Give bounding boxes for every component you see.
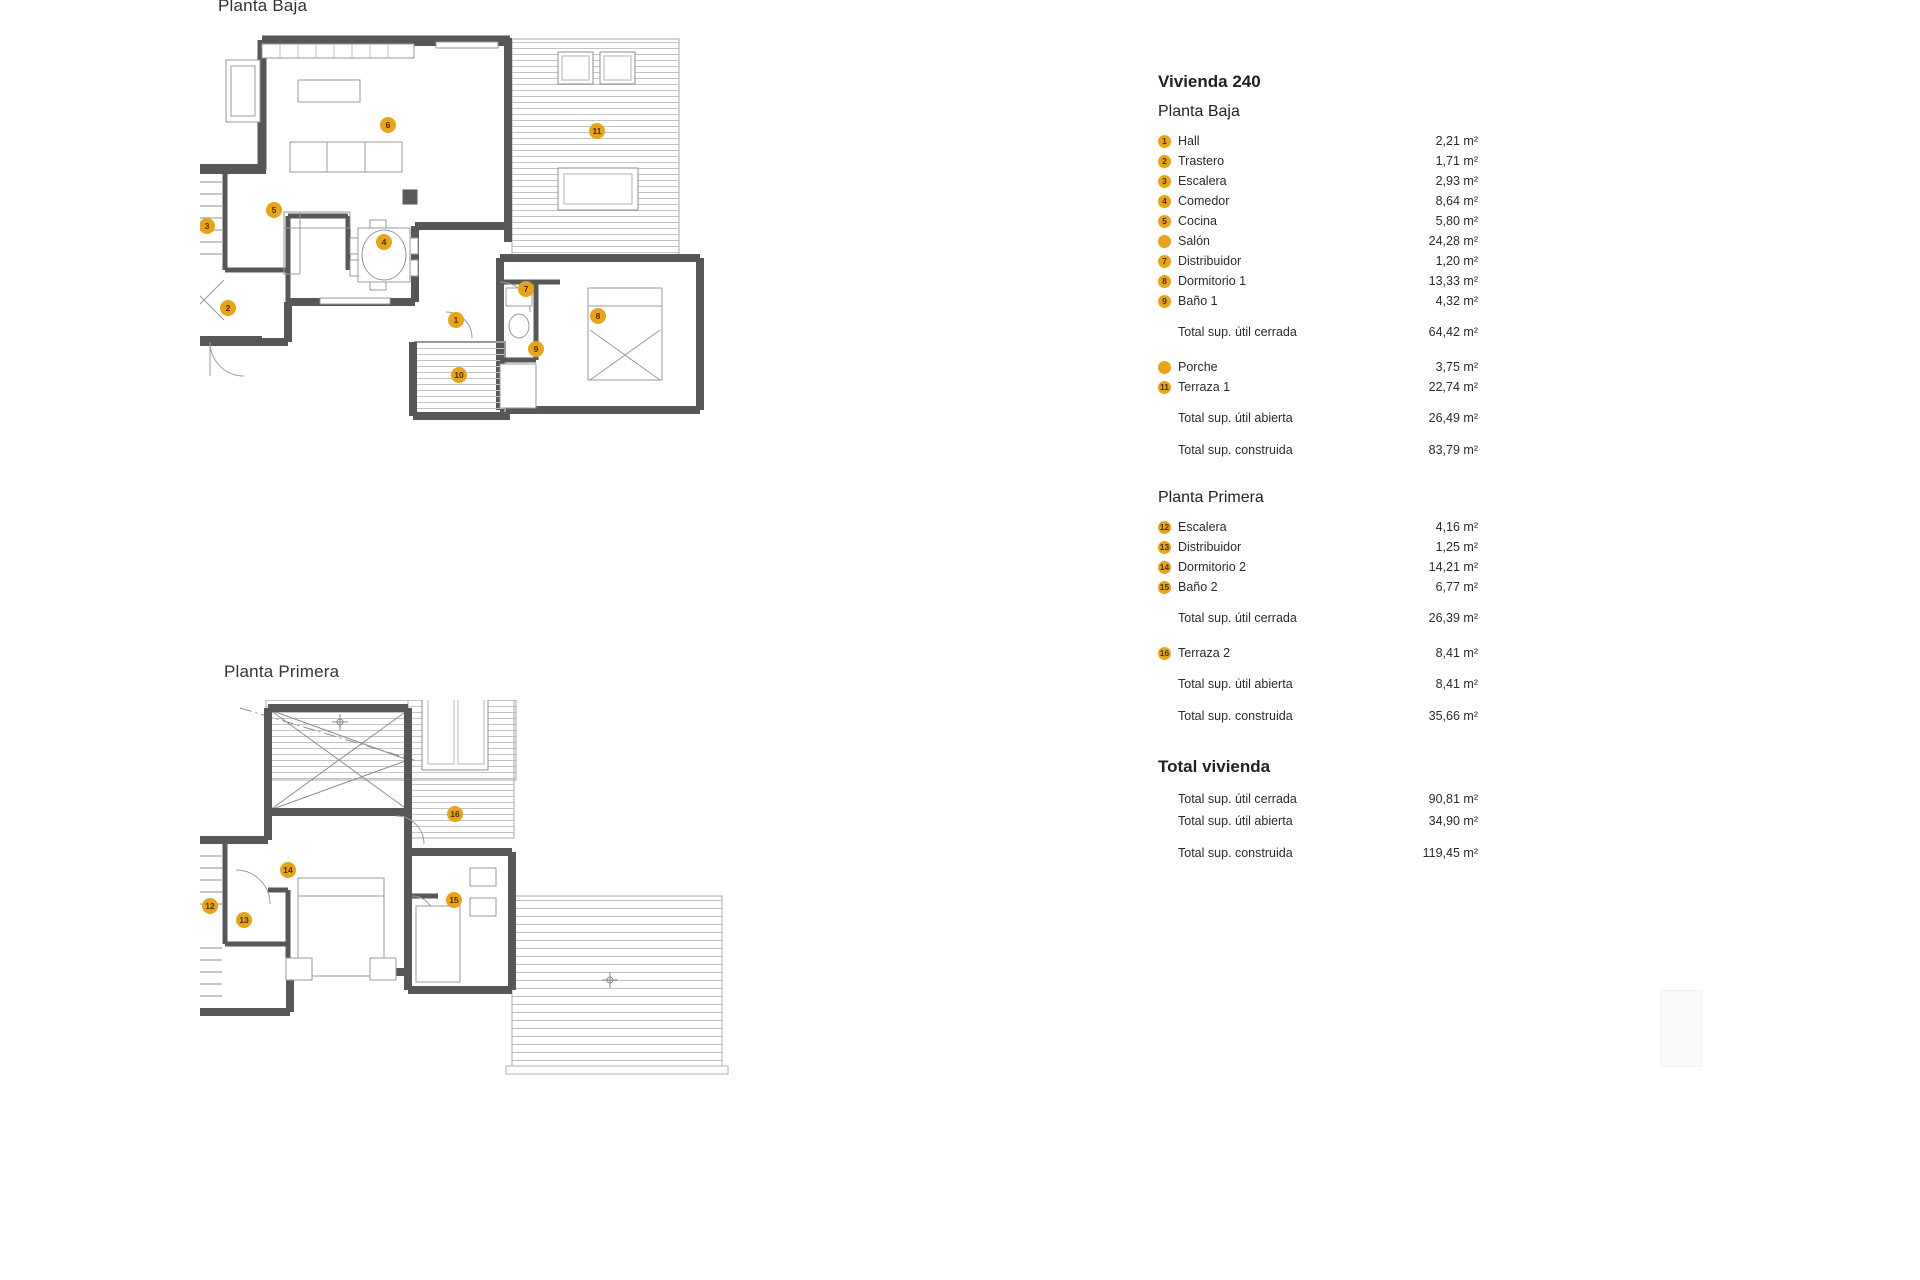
room-marker-8 (590, 308, 606, 324)
room-area: 24,28 m² (1428, 234, 1478, 248)
room-marker-14 (280, 862, 296, 878)
room-area: 4,32 m² (1435, 294, 1478, 308)
room-name: Salón (1178, 234, 1210, 248)
legend-total-row (1158, 321, 1478, 343)
plan-title-ground: Planta Baja (218, 0, 308, 15)
room-marker-2 (220, 300, 236, 316)
legend-total-row (1158, 607, 1478, 629)
legend-total-row (1158, 810, 1478, 832)
svg-text:4: 4 (381, 237, 387, 247)
room-marker-13 (236, 912, 252, 928)
total-value: 90,81 m² (1428, 792, 1478, 806)
legend-total-row (1158, 788, 1478, 810)
svg-text:2: 2 (225, 303, 231, 313)
plan-title-first: Planta Primera (224, 662, 340, 681)
legend-total-row (1158, 407, 1478, 429)
total-label: Total sup. construida (1178, 709, 1293, 723)
room-marker-15 (446, 892, 462, 908)
svg-text:1: 1 (453, 315, 459, 325)
total-label: Total sup. útil cerrada (1178, 792, 1297, 806)
room-name: Baño 1 (1178, 294, 1218, 308)
legend-heading-ground: Planta Baja (1158, 103, 1240, 120)
total-value: 26,39 m² (1428, 611, 1478, 625)
legend-row (1158, 151, 1478, 171)
svg-text:8: 8 (595, 311, 601, 321)
background-artifact (1660, 990, 1702, 1067)
room-name: Hall (1178, 134, 1200, 148)
room-marker-7 (518, 281, 534, 297)
room-area: 8,64 m² (1435, 194, 1478, 208)
svg-text:15: 15 (449, 895, 459, 905)
room-name: Escalera (1178, 520, 1227, 534)
total-label: Total sup. construida (1178, 443, 1293, 457)
room-badge: 11 (1160, 381, 1169, 392)
total-value: 64,42 m² (1428, 325, 1478, 339)
legend-row (1158, 131, 1478, 151)
room-area: 5,80 m² (1435, 214, 1478, 228)
legend-row (1158, 231, 1478, 251)
total-value: 83,79 m² (1428, 443, 1478, 457)
legend-first-rooms (1158, 517, 1478, 597)
room-badge: 14 (1159, 561, 1170, 572)
room-badge: 9 (1158, 295, 1171, 308)
room-name: Cocina (1178, 214, 1217, 228)
room-area: 22,74 m² (1428, 380, 1478, 394)
room-badge: 15 (1159, 581, 1170, 592)
room-marker-4 (376, 234, 392, 250)
room-badge: 7 (1158, 255, 1171, 268)
total-label: Total sup. útil cerrada (1178, 611, 1297, 625)
room-marker-9 (528, 341, 544, 357)
room-area: 2,21 m² (1435, 134, 1478, 148)
room-name: Escalera (1178, 174, 1227, 188)
room-name: Distribuidor (1178, 254, 1242, 268)
room-marker-11 (589, 123, 605, 139)
room-badge: 4 (1158, 195, 1171, 208)
room-area: 8,41 m² (1435, 646, 1478, 660)
floorplan-first (200, 700, 900, 1200)
legend-panel (1158, 72, 1478, 864)
total-label: Total sup. útil abierta (1178, 411, 1293, 425)
room-area: 14,21 m² (1428, 560, 1478, 574)
room-area: 13,33 m² (1428, 274, 1478, 288)
room-area: 3,75 m² (1435, 360, 1478, 374)
svg-text:12: 12 (205, 901, 215, 911)
room-area: 6,77 m² (1435, 580, 1478, 594)
total-value: 119,45 m² (1422, 846, 1478, 860)
legend-row (1158, 537, 1478, 557)
total-value: 35,66 m² (1428, 709, 1478, 723)
legend-row (1158, 191, 1478, 211)
svg-text:7: 7 (523, 284, 529, 294)
room-badge (1158, 235, 1171, 248)
dwelling-title: Vivienda 240 (1158, 72, 1261, 91)
room-name: Baño 2 (1178, 580, 1218, 594)
room-badge: 5 (1158, 215, 1171, 228)
room-badge: 12 (1159, 521, 1170, 532)
room-marker-1 (448, 312, 464, 328)
legend-row (1158, 517, 1478, 537)
room-marker-6 (380, 117, 396, 133)
room-name: Trastero (1178, 154, 1225, 168)
room-name: Terraza 1 (1178, 380, 1231, 394)
legend-total-row (1158, 842, 1478, 864)
legend-heading-first: Planta Primera (1158, 489, 1264, 506)
room-badge: 3 (1158, 175, 1171, 188)
legend-row (1158, 577, 1478, 597)
legend-ground-rooms (1158, 131, 1478, 311)
total-label: Total sup. útil abierta (1178, 814, 1293, 828)
room-badge: 16 (1159, 647, 1170, 658)
room-badge: 2 (1158, 155, 1171, 168)
room-marker-12 (202, 898, 218, 914)
room-badge: 1 (1158, 135, 1171, 148)
legend-row (1158, 377, 1478, 397)
room-name: Porche (1178, 360, 1218, 374)
legend-row (1158, 251, 1478, 271)
room-badge: 13 (1159, 541, 1170, 552)
room-marker-10 (451, 367, 467, 383)
legend-row (1158, 171, 1478, 191)
legend-total-row (1158, 439, 1478, 461)
total-value: 26,49 m² (1428, 411, 1478, 425)
svg-text:16: 16 (450, 809, 460, 819)
room-name: Terraza 2 (1178, 646, 1231, 660)
svg-text:9: 9 (533, 344, 539, 354)
room-name: Dormitorio 1 (1178, 274, 1247, 288)
legend-row (1158, 557, 1478, 577)
legend-row (1158, 291, 1478, 311)
room-area: 4,16 m² (1435, 520, 1478, 534)
legend-heading-total: Total vivienda (1158, 757, 1271, 776)
legend-row (1158, 357, 1478, 377)
svg-text:14: 14 (283, 865, 293, 875)
total-value: 8,41 m² (1435, 677, 1478, 691)
total-label: Total sup. útil cerrada (1178, 325, 1297, 339)
total-label: Total sup. útil abierta (1178, 677, 1293, 691)
room-area: 2,93 m² (1435, 174, 1478, 188)
svg-text:3: 3 (204, 221, 210, 231)
legend-total-row (1158, 673, 1478, 695)
room-area: 1,25 m² (1435, 540, 1478, 554)
room-name: Distribuidor (1178, 540, 1242, 554)
room-marker-5 (266, 202, 282, 218)
floorplan-ground (200, 30, 900, 520)
room-area: 1,20 m² (1435, 254, 1478, 268)
room-marker-16 (447, 806, 463, 822)
room-badge: 8 (1158, 275, 1171, 288)
total-value: 34,90 m² (1428, 814, 1478, 828)
legend-row (1158, 271, 1478, 291)
legend-row (1158, 643, 1478, 663)
svg-text:5: 5 (271, 205, 277, 215)
total-label: Total sup. construida (1178, 846, 1293, 860)
room-badge (1158, 361, 1171, 374)
svg-text:6: 6 (385, 120, 391, 130)
svg-text:11: 11 (592, 126, 602, 136)
room-name: Dormitorio 2 (1178, 560, 1247, 574)
svg-text:10: 10 (454, 370, 464, 380)
room-marker-3 (200, 218, 215, 234)
room-name: Comedor (1178, 194, 1230, 208)
svg-text:13: 13 (239, 915, 249, 925)
legend-total-row (1158, 705, 1478, 727)
room-area: 1,71 m² (1435, 154, 1478, 168)
legend-row (1158, 211, 1478, 231)
